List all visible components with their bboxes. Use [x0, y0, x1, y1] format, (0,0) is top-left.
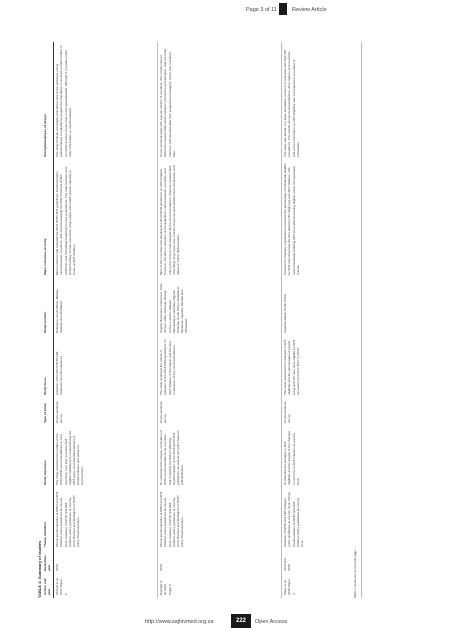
cell-author: Ahmed et al. 2017 Paper 1 — [53, 574, 157, 598]
journal-url[interactable]: http://www.sajhivmed.org.za — [145, 619, 214, 625]
open-access-label: Open Access — [255, 619, 288, 625]
cell-strength: The study findings are largely descriptive and cross-sectional, using questionnaires completed by programme managers. It covered a small number of countries and the results may not be generalisable, although it provides useful early information on implementation. — [53, 42, 157, 160]
cell-objective: The study assessed the uptake of the 2013 WHO recommendations in nine countries, how they would be ART eligible, facilitators for implementing the ART policy, and identified barriers to implementation and areas for improvement. — [53, 426, 157, 488]
cell-type: Cross-sectional survey — [157, 398, 281, 426]
column-header: Guidelines year — [43, 550, 53, 574]
table-header-row — [43, 42, 53, 598]
cell-focus: Adoption of the 2013 WHO ART treatment recommendations. — [53, 336, 157, 398]
column-header: Type of study — [43, 398, 53, 426]
cell-location: KwaZulu-Natal, South Africa — [281, 278, 361, 336]
page-footer — [0, 605, 453, 640]
cell-theme: Timely implementation of WHO and ART initiation policy guidelines at country level. Adoption of WHO and ART initiation policy guidelines at country level. Barriers and facilitators to WHO policy implementation. — [157, 488, 281, 550]
column-header: Author and year — [43, 574, 53, 598]
cell-strength: Cross-sectional study with a good number of countries. The results cannot determine causal relationships between the factors and adoption, and the study relied on self-reported data from programme managers, which may introduce bias. — [157, 42, 281, 160]
cell-outcome: Most countries had adopted the 2013 WHO ART guidelines; implementation varied between countries, with several adopting the CD4 threshold of 500 cells/mm³ and immediate treatment for key populations. The main barriers were limited funding, human resources, drug supply and health system capacity to scale up ART initiation. — [53, 160, 157, 278]
cell-location: Angola, Botswana, Cameroon, Côte d'Ivoire, DRC, Ethiopia, Ghana, Kenya, Lesotho, Malawi, Mozambique, Namibia, Nigeria, Rwanda, South Africa, Swaziland, Tanzania, Uganda, Zambia and Zimbabwe — [157, 278, 281, 336]
cell-focus: The study analysed the extent of adoption of the 2013 WHO guidelines on ART initiation in the region and the time to adoption of key recommendations. — [157, 336, 281, 398]
table-continuation-note: Table 1 continues on the next page → — [353, 546, 357, 598]
column-header: Study objectives — [43, 426, 53, 488]
column-header: Study focus — [43, 336, 53, 398]
cell-location: Botswana, South Africa, Malawi, Uganda and Zimbabwe — [53, 278, 157, 336]
table-row — [281, 42, 361, 598]
cell-author: Bussiga et al. 2016 Paper 2 — [157, 574, 281, 598]
column-header: Strength/weakness of design — [43, 42, 53, 160]
cell-author: Plazy et al. 2015 Paper 3 — [281, 574, 361, 598]
header-divider-block — [279, 3, 287, 15]
cell-year: 2013 and 2015 — [281, 550, 361, 574]
cell-focus: The study assessed the changes in ART eligibility and the percentages of people living with HIV who were eligible for ART at country level from 2007 to 2013. — [281, 336, 361, 398]
rotated-table-region — [37, 42, 403, 598]
cell-year: 2013 — [53, 550, 157, 574]
page-number: Page 3 of 11 — [246, 7, 277, 13]
cell-outcome: Most of the countries had adopted the 2013 WHO guidelines on ART initiation. However, the time to adoption of the guidelines varied between countries, and only some of them had adopted all the recommendations. Barriers included lack of funding, drug stock-outs, human resources and infrastructure constraints, and delays in policy dissemination. — [157, 160, 281, 278]
cell-theme: Timely implementation of WHO and ART initiation policy guidelines at country level. Adoption of WHO and ART initiation policy guidelines at country level. Barriers and facilitators to WHO policy implementation. — [53, 488, 157, 550]
cell-objective: To describe the changes in ART eligibility and the impact of the changes on the time to ART initiation at country level. — [281, 426, 361, 488]
column-header: Major outcomes of study — [43, 160, 53, 278]
section-label: Review Article — [292, 7, 327, 13]
cell-strength: The study was based on a large population cohort in a rural area with high HIV prevalence. The results cannot be generalised to other regions and countries, and some information on ART eligibility was incomplete for a number of individuals. — [281, 42, 361, 160]
column-header: Study location — [43, 278, 53, 336]
cell-objective: To understand the degree of adoption of WHO recommendations by countries and to identify the factors affecting implementation of the 2013 WHO ART guidelines, as well as the policy barriers and facilitators. — [157, 426, 281, 488]
table-row — [53, 42, 157, 598]
cell-type: Cross-sectional survey — [281, 398, 361, 426]
table-caption: TABLE 1: Summary of studies — [37, 540, 42, 598]
column-header: Theme identified — [43, 488, 53, 550]
page-header — [0, 0, 453, 22]
cell-type: Cross-sectional survey — [53, 398, 157, 426]
cell-outcome: Successive changes of guidelines increased the percentage of individuals eligible for ART and shortened the time between HIV diagnosis and ART initiation, with most individuals initiating ART soon after becoming eligible under the expanded criteria. — [281, 160, 361, 278]
cell-year: 2013 — [157, 550, 281, 574]
table-row — [157, 42, 281, 598]
cell-theme: Adoption of WHO and ART initiation policy guidelines at country level. Timely implementation of WHO and ART initiation policy guidelines at country level. — [281, 488, 361, 550]
footer-page-number: 222 — [231, 614, 251, 628]
summary-table — [43, 42, 362, 598]
